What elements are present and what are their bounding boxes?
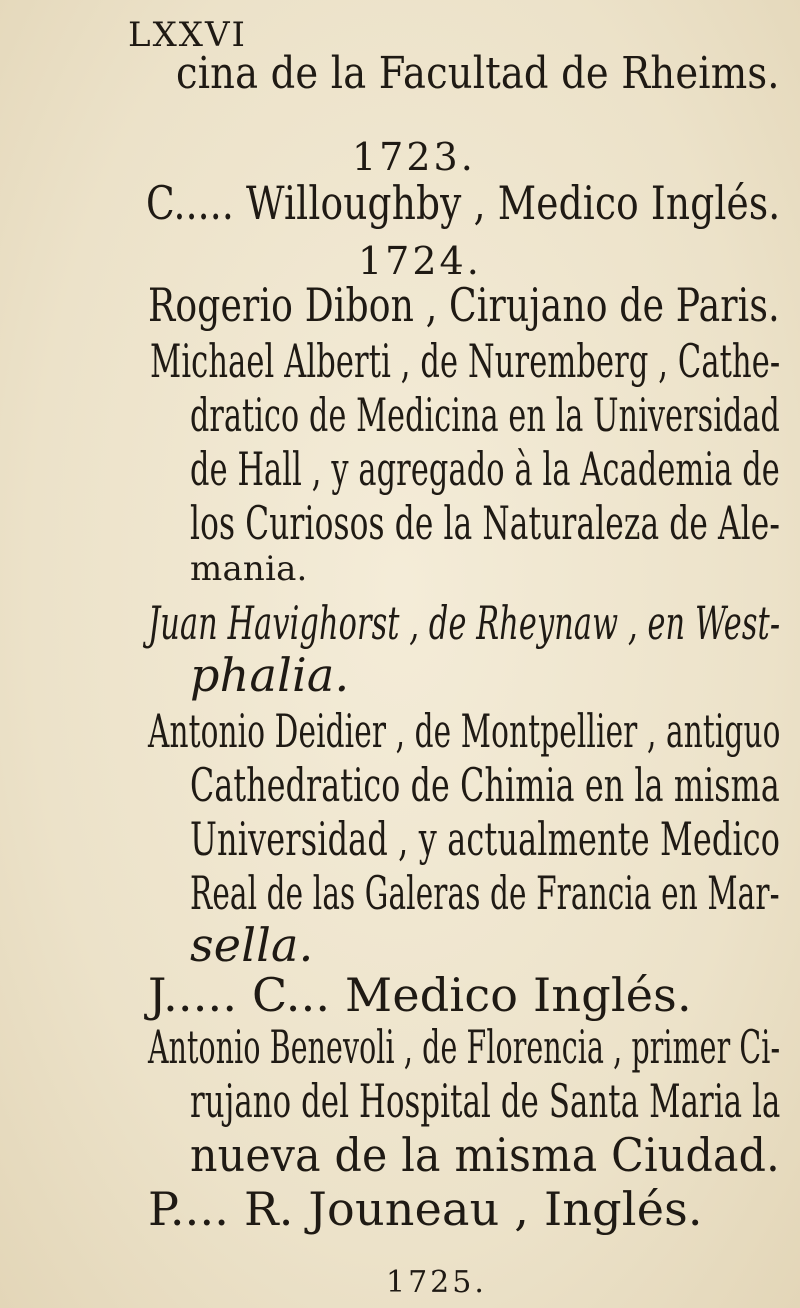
year-1723: 1723. [352,135,476,179]
entry-benevoli-line2: rujano del Hospital de Santa Maria la [190,1074,781,1128]
entry-deidier-line4: Real de las Galeras de Francia en Mar- [190,866,780,920]
entry-benevoli-line3: nueva de la misma Ciudad. [190,1128,780,1182]
entry-deidier-line5: sella. [190,918,314,972]
entry-havighorst-line2: phalia. [190,648,350,702]
entry-alberti-line3: de Hall , y agregado à la Academia de [190,442,780,496]
entry-deidier-line2: Cathedratico de Chimia en la misma [190,758,780,812]
entry-jouneau: P.... R. Jouneau , Inglés. [148,1182,703,1236]
running-head: cina de la Facultad de Rheims. [176,48,780,99]
entry-havighorst-line1: Juan Havighorst , de Rheynaw , en West- [148,596,781,650]
year-1724: 1724. [358,239,482,283]
entry-deidier-line1: Antonio Deidier , de Montpellier , antiguo [148,704,781,758]
entry-deidier-line3: Universidad , y actualmente Medico [190,812,781,866]
entry-benevoli-line1: Antonio Benevoli , de Florencia , primer Ci- [148,1020,781,1074]
entry-willoughby: C..... Willoughby , Medico Inglés. [146,176,781,230]
entry-dibon: Rogerio Dibon , Cirujano de Paris. [148,278,780,332]
entry-alberti-line5: mania. [190,549,308,589]
entry-alberti-line1: Michael Alberti , de Nuremberg , Cathe- [150,334,781,388]
entry-jc-medico: J..... C... Medico Inglés. [148,968,692,1022]
entry-alberti-line2: dratico de Medicina en la Universidad [190,388,780,442]
page-folio: LXXVI [128,15,247,55]
entry-alberti-line4: los Curiosos de la Naturaleza de Ale- [190,496,781,550]
year-1725-visible: 1725. [386,1265,487,1300]
